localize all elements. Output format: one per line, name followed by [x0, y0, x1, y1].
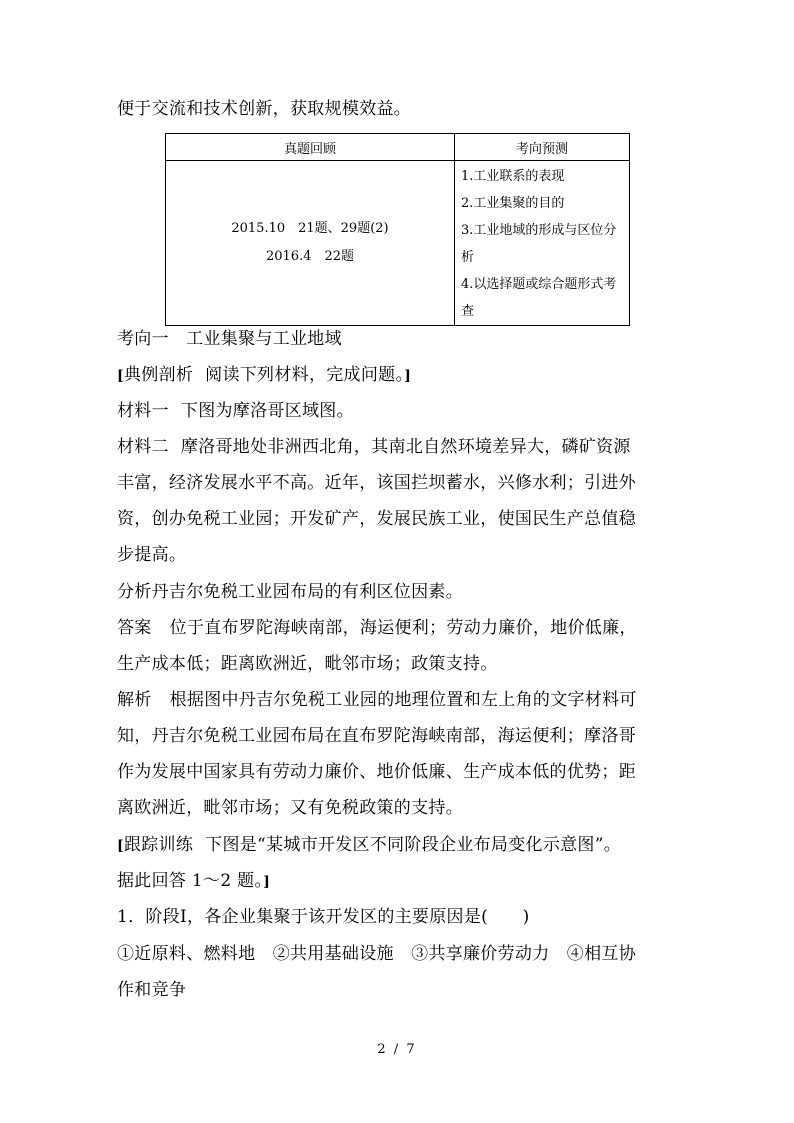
analysis-line: 知，丹吉尔免税工业园布局在直布罗陀海峡南部，海运便利；摩洛哥: [117, 726, 636, 746]
bracket-close: ]: [404, 368, 412, 384]
continuation-line: 便于交流和技术创新，获取规模效益。: [117, 99, 412, 119]
forecast-item: 4.以选择题或综合题形式考查: [461, 277, 617, 319]
bracket-close: ]: [263, 874, 271, 890]
bracket-open: [: [117, 838, 124, 854]
analysis-line: [117, 688, 687, 712]
section-title: 考向一 工业集聚与工业地域: [117, 329, 342, 349]
forecast-item: 1.工业联系的表现: [461, 169, 565, 184]
forecast-item: 3.工业地域的形成与区位分析: [461, 223, 617, 265]
question-one-stem: 1．阶段Ⅰ，各企业集聚于该开发区的主要原因是( ): [117, 907, 530, 927]
example-label: 典例剖析: [123, 365, 194, 385]
question-text: 分析丹吉尔免税工业园布局的有利区位因素。: [117, 582, 463, 602]
material-two-line: 资，创办免税工业园；开发矿产，发展民族工业，使国民生产总值稳: [117, 509, 636, 529]
training-text: 据此回答 1～2 题。: [117, 871, 264, 891]
material-two-line: [117, 435, 687, 459]
exam-overview-table: [165, 133, 630, 326]
forecast-cell: [455, 161, 630, 326]
answer-line: 生产成本低；距离欧洲近，毗邻市场；政策支持。: [117, 654, 498, 674]
analysis-text: 根据图中丹吉尔免税工业园的地理位置和左上角的文字材料可: [169, 690, 637, 710]
answer-text: 位于直布罗陀海峡南部，海运便利；劳动力廉价，地价低廉，: [169, 618, 637, 638]
question-one-options: ①近原料、燃料地 ②共用基础设施 ③共享廉价劳动力 ④相互协: [117, 944, 636, 964]
material-two-line: 丰富，经济发展水平不高。近年，该国拦坝蓄水，兴修水利；引进外: [117, 473, 636, 493]
analysis-line: 离欧洲近，毗邻市场；又有免税政策的支持。: [117, 798, 463, 818]
answer-label: 答案: [117, 618, 152, 638]
material-two-line: 步提高。: [117, 545, 187, 565]
analysis-line: 作为发展中国家具有劳动力廉价、地价低廉、生产成本低的优势；距: [117, 762, 636, 782]
material-one: [117, 399, 687, 423]
training-label: 跟踪训练: [123, 835, 194, 855]
material-two-text: 摩洛哥地处非洲西北角，其南北自然环境差异大，磷矿资源: [180, 437, 631, 457]
page-number: 2 / 7: [377, 1042, 417, 1057]
question-one-options: 作和竞争: [117, 980, 187, 1000]
review-line: 2015.10 21题、29题(2): [231, 221, 389, 236]
training-heading: [117, 833, 687, 858]
table-header-row: [166, 134, 630, 161]
review-cell: [166, 161, 455, 326]
material-two-label: 材料二: [117, 437, 169, 457]
training-text: 下图是“某城市开发区不同阶段企业布局变化示意图”。: [205, 835, 622, 855]
bracket-open: [: [117, 368, 124, 384]
answer-line: [117, 616, 687, 640]
forecast-item: 2.工业集聚的目的: [461, 196, 565, 211]
table-body-row: [166, 161, 630, 326]
example-instruction: 阅读下列材料，完成问题。: [205, 365, 405, 385]
training-line: [117, 869, 687, 894]
table-header-forecast: 考向预测: [455, 134, 630, 161]
analysis-label: 解析: [117, 690, 152, 710]
example-heading: [117, 363, 687, 388]
material-one-text: 下图为摩洛哥区域图。: [180, 401, 354, 421]
table-header-review: 真题回顾: [166, 134, 455, 161]
material-one-label: 材料一: [117, 401, 169, 421]
review-line: 2016.4 22题: [265, 249, 355, 264]
